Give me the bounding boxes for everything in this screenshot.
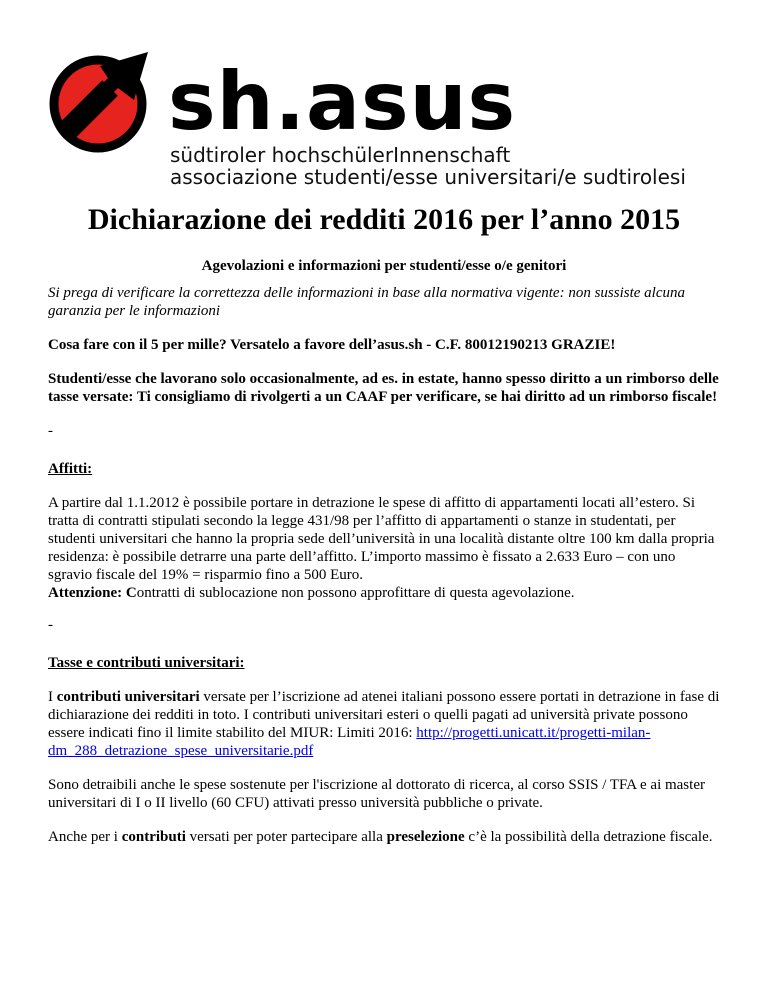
page-subtitle: Agevolazioni e informazioni per studenti/esse o/e genitori <box>201 258 567 274</box>
section-heading-tasse: Tasse e contributi universitari: <box>48 655 245 671</box>
tasse-paragraph-2: Sono detraibili anche le spese sostenute per l'iscrizione al dottorato di ricerca, al corso SSIS / TFA e ai master universitari di I o II livello (60 CFU) attivati presso università pubbliche o private. <box>48 777 705 811</box>
contributi-bold: contributi <box>121 829 186 845</box>
tasse-paragraph-1 <box>48 688 720 760</box>
occasional-work-note: Studenti/esse che lavorano solo occasionalmente, ad es. in estate, hanno spesso diritto a un rimborso delle tasse versate: Ti consigliamo di rivolgerti a un CAAF per verificare, se hai diritto ad un rimborso fiscale! <box>48 371 719 405</box>
affitti-text: A partire dal 1.1.2012 è possibile portare in detrazione le spese di affitto di appartamenti locati all’estero. Si tratta di contratti stipulati secondo la legge 431/98 per l’affitto di appartamenti o stanze in studentati, per studenti universitari che hanno la propria sede dell’università in una località distante oltre 100 km dalla propria residenza: è possibile detrarre una parte dell’affitto. L’importo massimo è fissato a 2.633 Euro – con uno sgravio fiscale del 19% = risparmio fino a 500 Euro. <box>48 495 715 583</box>
page-title: Dichiarazione dei redditi 2016 per l’anno 2015 <box>87 203 681 236</box>
tasse-p3-mid: versati per poter partecipare alla <box>185 829 387 845</box>
separator-dash-2: - <box>48 617 53 633</box>
document-body <box>48 284 720 862</box>
attention-label: Attenzione: C <box>48 585 137 601</box>
cinque-per-mille-note: Cosa fare con il 5 per mille? Versatelo a favore dell’asus.sh - C.F. 80012190213 GRAZIE! <box>48 337 616 353</box>
attention-text: ontratti di sublocazione non possono approfittare di questa agevolazione. <box>136 585 575 601</box>
logo-subtitle-it: associazione studenti/esse universitari/e sudtirolesi <box>170 165 686 189</box>
sh-asus-logo-icon <box>48 44 163 159</box>
logo <box>48 44 686 194</box>
logo-name: sh.asus <box>168 55 517 148</box>
tasse-p3-suffix: c’è la possibilità della detrazione fiscale. <box>464 829 713 845</box>
miur-limits-link[interactable]: http://progetti.unicatt.it/progetti-milan-dm_288_detrazione_spese_universitarie.pdf <box>48 725 651 759</box>
contributi-universitari-bold: contributi universitari <box>56 689 200 705</box>
disclaimer: Si prega di verificare la correttezza delle informazioni in base alla normativa vigente: non sussiste alcuna garanzia per le informazioni <box>48 285 686 319</box>
logo-subtitle-de: südtiroler hochschülerInnenschaft <box>170 143 511 167</box>
separator-dash: - <box>48 423 53 439</box>
tasse-p3-prefix: Anche per i <box>48 829 122 845</box>
section-heading-affitti: Affitti: <box>48 461 93 477</box>
preselezione-bold: preselezione <box>386 829 465 845</box>
tasse-p1-prefix: I <box>48 689 57 705</box>
affitti-paragraph <box>48 494 720 602</box>
tasse-paragraph-3 <box>48 828 720 846</box>
tasse-p1-text: versate per l’iscrizione ad atenei italiani possono essere portati in detrazione in fase di dichiarazione dei redditi in toto. I contributi universitari esteri o quelli pagati ad università private possono essere indicati fino il limite stabilito del MIUR: Limiti 2016: <box>48 689 720 741</box>
